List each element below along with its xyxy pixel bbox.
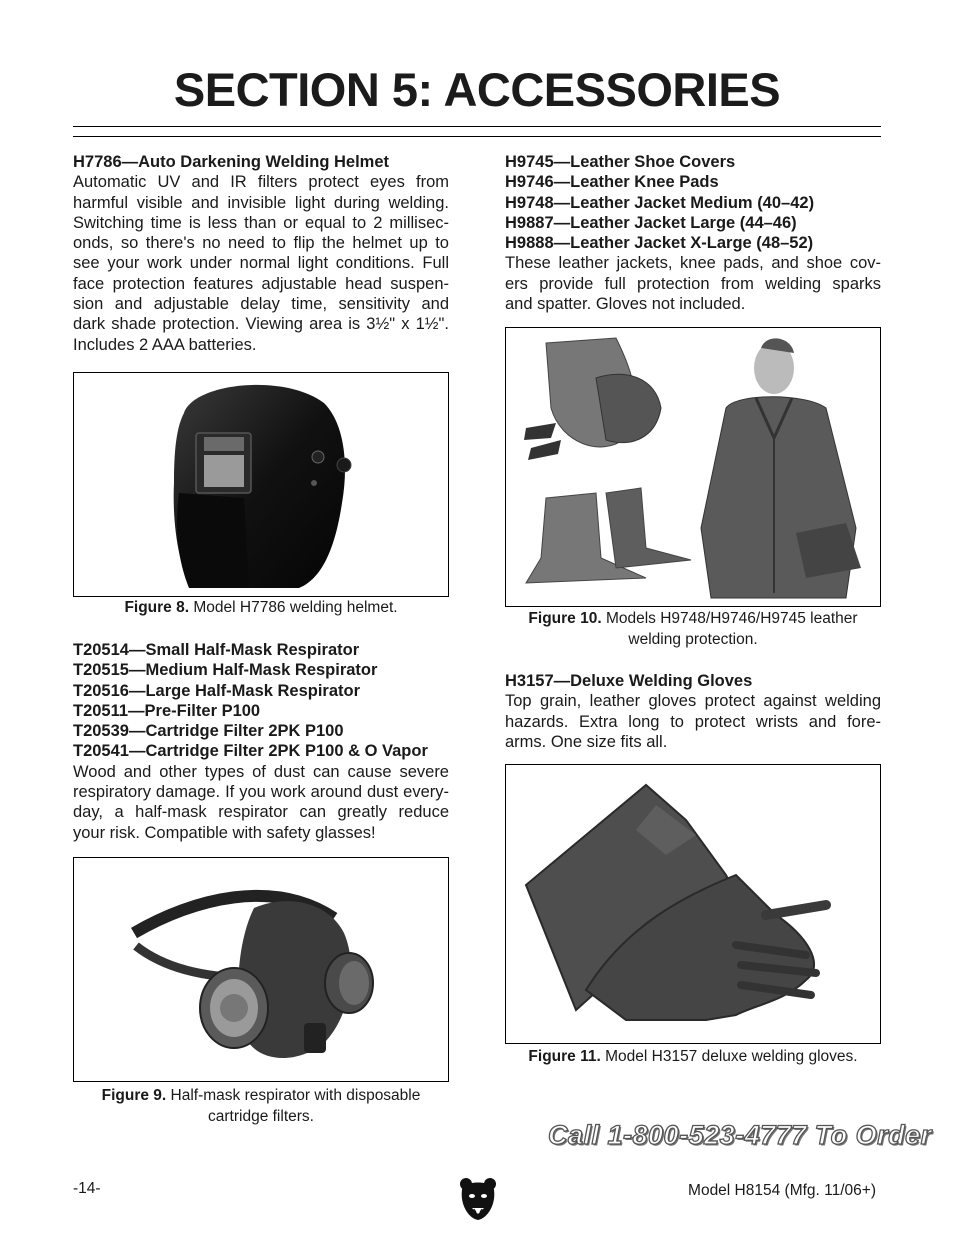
figure-9-respirator-image — [73, 857, 449, 1082]
figure-10-caption — [505, 609, 881, 650]
page-number: -14- — [73, 1180, 101, 1197]
respirator-heading: T20541—Cartridge Filter 2PK P100 & O Vapor — [73, 742, 428, 761]
text-line: face protection features adjustable head suspen- — [73, 274, 449, 293]
figure-11-label: Figure 11. — [528, 1048, 601, 1065]
text-line: onds, so there's no need to flip the helmet up to — [73, 234, 449, 253]
text-line: see your work under normal light conditions. Full — [73, 254, 449, 273]
text-line: Switching time is less than or equal to 2 millisec- — [73, 213, 449, 232]
leather-section — [505, 152, 881, 314]
leather-heading: H9745—Leather Shoe Covers — [505, 153, 736, 171]
figure-8-caption — [73, 598, 449, 619]
helmet-heading: H7786—Auto Darkening Welding Helmet — [73, 153, 390, 171]
respirator-heading: T20516—Large Half-Mask Respirator — [73, 681, 361, 700]
text-line: These leather jackets, knee pads, and shoe cov- — [505, 254, 881, 273]
figure-10-leather-image — [505, 327, 881, 607]
text-line: ers provide full protection from welding sparks — [505, 274, 881, 293]
leather-gear-illustration — [506, 328, 879, 605]
text-line: and spatter. Gloves not included. — [505, 295, 746, 314]
page-title: SECTION 5: ACCESSORIES — [173, 63, 781, 116]
respirator-heading: T20539—Cartridge Filter 2PK P100 — [73, 722, 344, 741]
leather-heading: H9888—Leather Jacket X-Large (48–52) — [505, 234, 814, 253]
helmet-description — [73, 172, 449, 355]
figure-8-label: Figure 8. — [124, 599, 190, 616]
text-line: day, a half-mask respirator can greatly reduce — [73, 803, 449, 822]
figure-9-label: Figure 9. — [101, 1087, 167, 1104]
figure-11-caption — [505, 1047, 881, 1068]
figure-9-caption — [73, 1086, 449, 1127]
text-line: Includes 2 AAA batteries. — [73, 335, 257, 354]
welding-gloves-illustration — [506, 765, 879, 1042]
text-line: Top grain, leather gloves protect against welding — [505, 692, 881, 711]
text-line: Wood and other types of dust can cause severe — [73, 762, 449, 781]
title-rule-bottom — [73, 136, 881, 137]
model-line: Model H8154 (Mfg. 11/06+) — [688, 1182, 876, 1199]
figure-10-label: Figure 10. — [528, 610, 602, 627]
leather-heading: H9746—Leather Knee Pads — [505, 173, 719, 192]
text-line: your risk. Compatible with safety glasses! — [73, 823, 376, 842]
call-to-order-banner: Call 1-800-523-4777 To Order — [548, 1120, 932, 1150]
figure-11-caption-text: Model H3157 deluxe welding gloves. — [605, 1048, 858, 1065]
gloves-section — [505, 671, 881, 752]
welding-helmet-illustration — [74, 373, 447, 595]
text-line: hazards. Extra long to protect wrists and fore- — [505, 712, 881, 731]
helmet-section — [73, 152, 449, 355]
gloves-heading: H3157—Deluxe Welding Gloves — [505, 672, 753, 690]
figure-8-helmet-image — [73, 372, 449, 597]
respirator-heading: T20511—Pre-Filter P100 — [73, 701, 261, 720]
leather-heading: H9748—Leather Jacket Medium (40–42) — [505, 193, 815, 212]
leather-heading: H9887—Leather Jacket Large (44–46) — [505, 213, 797, 232]
figure-9-caption-line-1: Half-mask respirator with disposable — [170, 1087, 421, 1104]
figure-11-gloves-image — [505, 764, 881, 1044]
respirator-heading: T20515—Medium Half-Mask Respirator — [73, 661, 378, 680]
figure-10-caption-line-2: welding protection. — [628, 630, 758, 648]
text-line: dark shade protection. Viewing area is 3½" x 1½". — [73, 315, 449, 334]
bear-logo-icon — [458, 1176, 498, 1222]
text-line: harmful visible and invisible light during welding. — [73, 193, 449, 212]
figure-8-caption-text: Model H7786 welding helmet. — [193, 599, 398, 616]
respirator-heading: T20514—Small Half-Mask Respirator — [73, 641, 360, 659]
text-line: Automatic UV and IR filters protect eyes from — [73, 173, 449, 192]
text-line: arms. One size fits all. — [505, 732, 668, 751]
text-line: respiratory damage. If you work around dust every- — [73, 783, 449, 802]
title-rule-top — [73, 126, 881, 127]
text-line: sion and adjustable delay time, sensitivity and — [73, 295, 449, 314]
figure-10-caption-line-1: Models H9748/H9746/H9745 leather — [605, 610, 858, 627]
respirator-section — [73, 640, 449, 843]
figure-9-caption-line-2: cartridge filters. — [208, 1107, 314, 1125]
half-mask-respirator-illustration — [74, 858, 447, 1080]
